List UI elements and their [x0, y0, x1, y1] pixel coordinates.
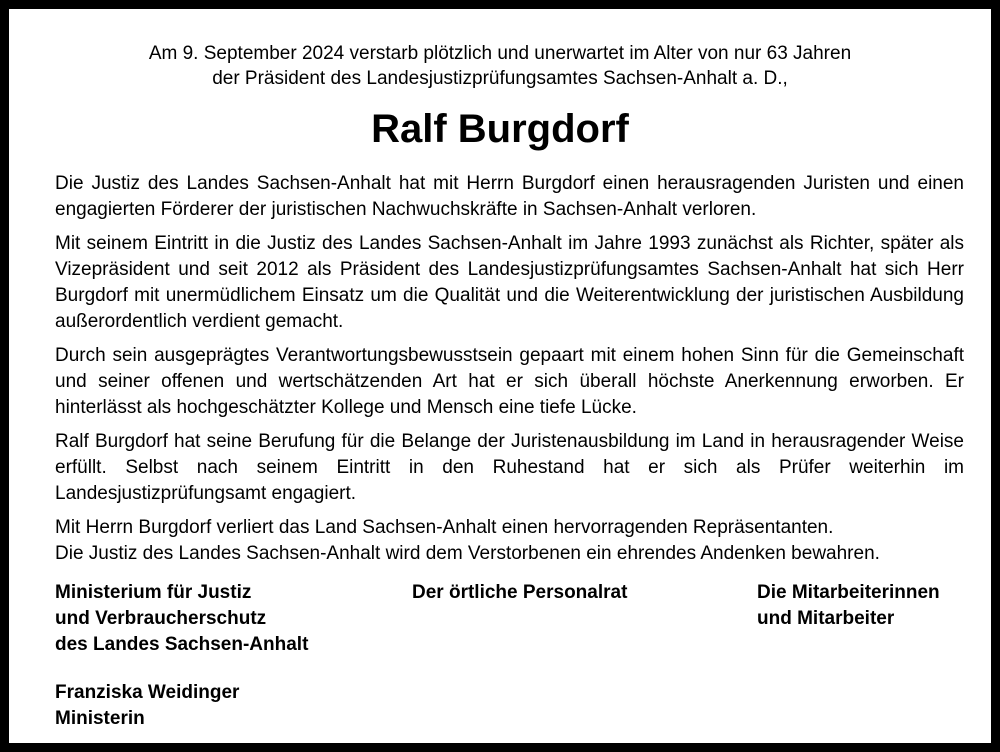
- signature-staff-council: [412, 580, 627, 606]
- signature-line: und Verbraucherschutz: [55, 608, 267, 629]
- closing-line: Mit Herrn Burgdorf verliert das Land Sachsen-Anhalt einen hervorragenden Repräsentanten.: [55, 517, 834, 538]
- paragraph: Ralf Burgdorf hat seine Berufung für die Belange der Juristenausbildung im Land in herausragender Weise erfüllt. Selbst nach seinem Eintritt in den Ruhestand hat er sich als Prüfer weiterhin im Landesjustizprüfungsamt engagiert.: [55, 431, 964, 504]
- intro-text: [9, 41, 991, 91]
- closing-line: Die Justiz des Landes Sachsen-Anhalt wird dem Verstorbenen ein ehrendes Andenken bewahren.: [55, 543, 880, 564]
- signature-line: Der örtliche Personalrat: [412, 582, 628, 603]
- signature-line: und Mitarbeiter: [757, 608, 895, 629]
- signature-line: Die Mitarbeiterinnen: [757, 582, 940, 603]
- minister-name: Franziska Weidinger: [55, 682, 240, 703]
- obituary-body: [55, 171, 964, 575]
- intro-line: Am 9. September 2024 verstarb plötzlich und unerwartet im Alter von nur 63 Jahren: [148, 43, 852, 64]
- minister-title: Ministerin: [55, 708, 145, 729]
- signature-employees: [757, 580, 940, 632]
- deceased-name: Ralf Burgdorf: [371, 107, 629, 151]
- paragraph: Durch sein ausgeprägtes Verantwortungsbewusstsein gepaart mit einem hohen Sinn für die Gemeinschaft und seiner offenen und wertschätzenden Art hat er sich überall höchste Anerkennung erworben. Er hinterlässt als hochgeschätzter Kollege und Mensch eine tiefe Lücke.: [55, 345, 964, 418]
- signature-ministry: [55, 580, 308, 658]
- signature-line: des Landes Sachsen-Anhalt: [55, 634, 309, 655]
- signature-minister: [55, 680, 239, 732]
- closing-paragraph: [55, 515, 964, 567]
- signature-line: Ministerium für Justiz: [55, 582, 252, 603]
- paragraph: Mit seinem Eintritt in die Justiz des Landes Sachsen-Anhalt im Jahre 1993 zunächst als Richter, später als Vizepräsident und seit 2012 als Präsident des Landesjustizprüfungsamtes Sachsen-Anhalt hat sich Herr Burgdorf mit unermüdlichem Einsatz um die Qualität und die Weiterentwicklung der juristischen Ausbildung außerordentlich verdient gemacht.: [55, 233, 964, 332]
- intro-line: der Präsident des Landesjustizprüfungsamtes Sachsen-Anhalt a. D.,: [212, 68, 788, 89]
- paragraph: Die Justiz des Landes Sachsen-Anhalt hat mit Herrn Burgdorf einen herausragenden Juristen und einen engagierten Förderer der juristischen Nachwuchskräfte in Sachsen-Anhalt verloren.: [55, 173, 964, 220]
